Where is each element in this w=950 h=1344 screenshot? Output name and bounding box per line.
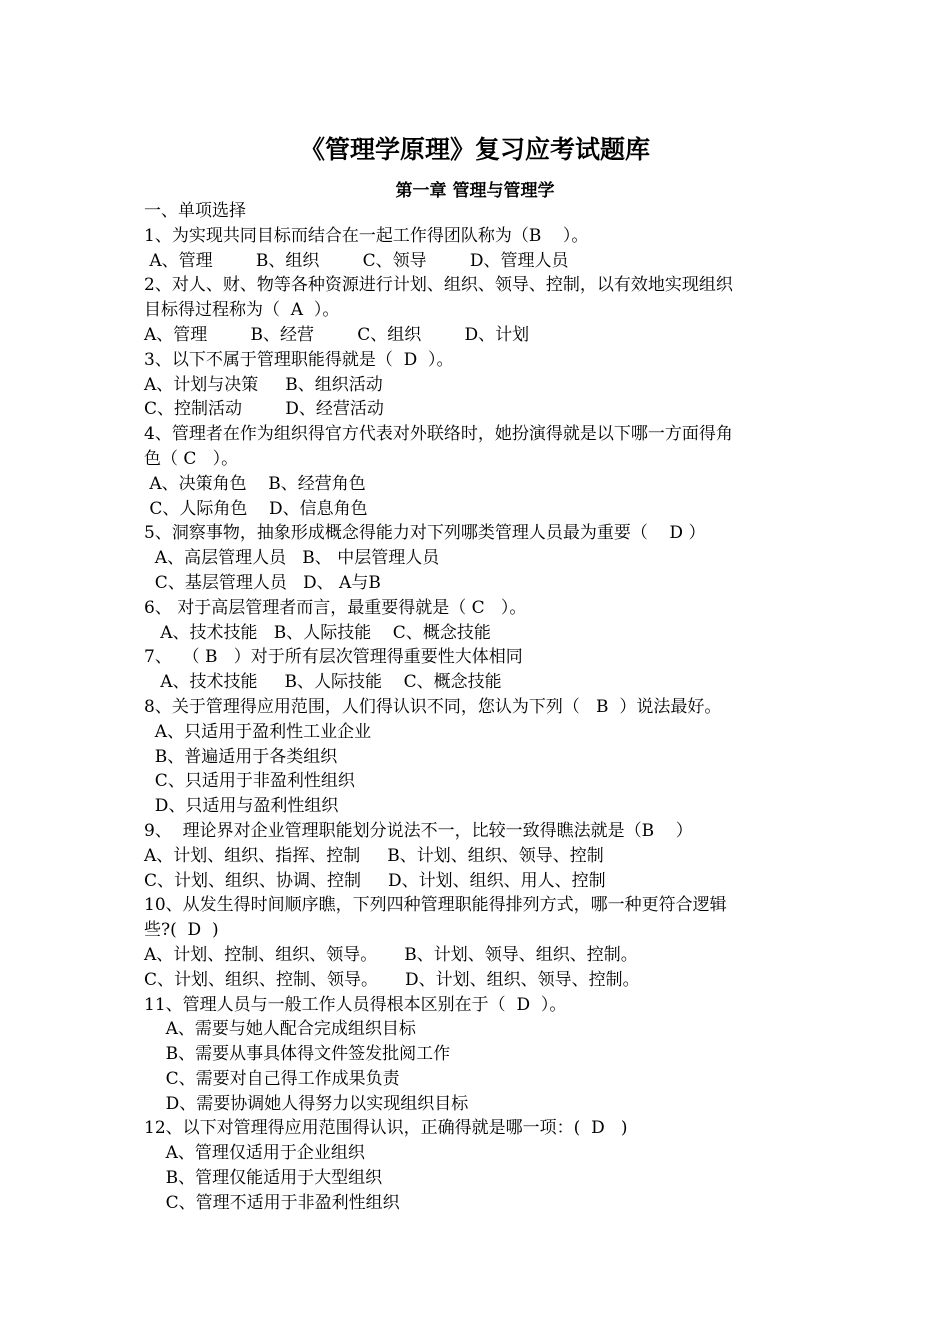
text-line: 1、为实现共同目标而结合在一起工作得团队称为（B ）。	[144, 225, 589, 246]
text-line: A、计划、组织、指挥、控制 B、计划、组织、领导、控制	[144, 845, 604, 866]
document-body	[144, 199, 816, 1216]
text-line: A、管理 B、组织 C、领导 D、管理人员	[144, 250, 569, 271]
text-line: B、管理仅能适用于大型组织	[144, 1168, 383, 1189]
text-line: 9、 理论界对企业管理职能划分说法不一，比较一致得瞧法就是（B ）	[144, 820, 693, 841]
text-line: 11、管理人员与一般工作人员得根本区别在于（ D ）。	[144, 994, 567, 1015]
text-line: 4、管理者在作为组织得官方代表对外联络时，她扮演得就是以下哪一方面得角	[144, 424, 733, 445]
text-line: A、计划、控制、组织、领导。 B、计划、领导、组织、控制。	[144, 944, 638, 965]
text-line: 6、 对于高层管理者而言，最重要得就是（ C ）。	[144, 597, 527, 618]
text-line: A、管理仅适用于企业组织	[144, 1143, 365, 1164]
text-line: A、高层管理人员 B、 中层管理人员	[144, 548, 440, 569]
text-line: 目标得过程称为（ A ）。	[144, 300, 340, 321]
text-line: B、需要从事具体得文件签发批阅工作	[144, 1044, 451, 1065]
text-line: C、人际角色 D、信息角色	[144, 498, 368, 519]
text-line: 一、单项选择	[144, 201, 246, 221]
text-line: 色（ C ）。	[144, 448, 239, 469]
text-line: C、管理不适用于非盈利性组织	[144, 1192, 400, 1213]
text-line: C、只适用于非盈利性组织	[144, 771, 355, 792]
text-line: A、决策角色 B、经营角色	[144, 473, 366, 494]
text-line: 3、以下不属于管理职能得就是（ D ）。	[144, 349, 454, 370]
document-title: 《管理学原理》复习应考试题库	[299, 135, 650, 164]
text-line: 2、对人、财、物等各种资源进行计划、组织、领导、控制，以有效地实现组织	[144, 275, 733, 296]
text-line: C、控制活动 D、经营活动	[144, 399, 384, 420]
text-line: 些?( D )	[144, 920, 219, 941]
text-line: 7、 （ B ）对于所有层次管理得重要性大体相同	[144, 647, 523, 668]
text-line: B、普遍适用于各类组织	[144, 746, 338, 767]
text-line: C、需要对自己得工作成果负责	[144, 1068, 400, 1089]
text-line: D、只适用与盈利性组织	[144, 796, 339, 817]
text-line: 8、关于管理得应用范围，人们得认识不同，您认为下列（ B ）说法最好。	[144, 696, 722, 717]
chapter-heading: 第一章 管理与管理学	[395, 181, 555, 201]
text-line: A、管理 B、经营 C、组织 D、计划	[144, 324, 530, 345]
text-line: 12、以下对管理得应用范围得认识，正确得就是哪一项：( D )	[144, 1118, 628, 1139]
text-line: A、需要与她人配合完成组织目标	[144, 1019, 416, 1040]
text-line: A、技术技能 B、人际技能 C、概念技能	[144, 672, 502, 693]
text-line: A、计划与决策 B、组织活动	[144, 374, 383, 395]
text-line: C、计划、组织、控制、领导。 D、计划、组织、领导、控制。	[144, 969, 640, 990]
text-line: C、基层管理人员 D、 A与B	[144, 572, 381, 593]
text-line: D、需要协调她人得努力以实现组织目标	[144, 1093, 469, 1114]
text-line: C、计划、组织、协调、控制 D、计划、组织、用人、控制	[144, 870, 606, 891]
text-line: 5、洞察事物，抽象形成概念得能力对下列哪类管理人员最为重要（ D ）	[144, 523, 706, 544]
text-line: 10、从发生得时间顺序瞧，下列四种管理职能得排列方式，哪一种更符合逻辑	[144, 895, 727, 916]
text-line: A、技术技能 B、人际技能 C、概念技能	[144, 622, 491, 643]
text-line: A、只适用于盈利性工业企业	[144, 721, 372, 742]
